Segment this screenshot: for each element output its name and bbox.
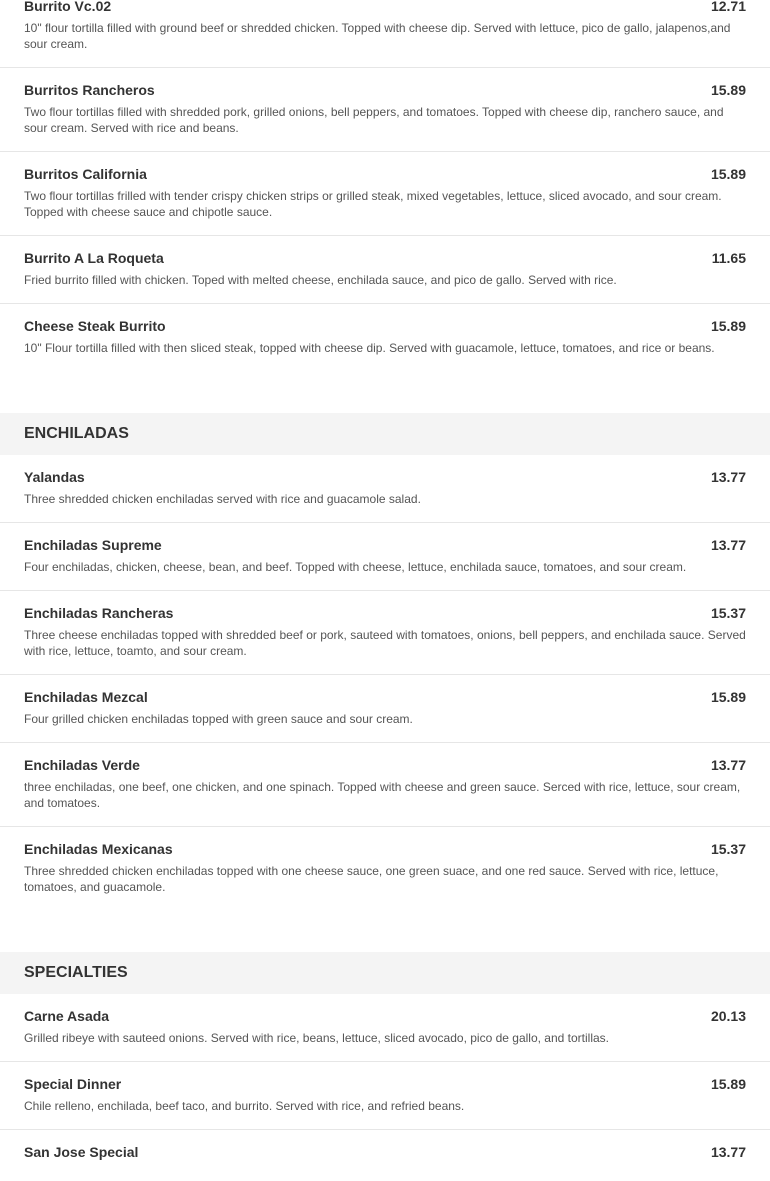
menu-item-description: Four grilled chicken enchiladas topped with green sauce and sour cream. <box>24 712 413 726</box>
menu-item-name: Burritos Rancheros <box>24 82 155 98</box>
menu-item[interactable] <box>0 675 770 743</box>
menu-item-header <box>24 318 746 334</box>
menu-item-price: 15.89 <box>710 82 746 98</box>
menu-item[interactable] <box>0 0 770 68</box>
menu-item[interactable] <box>0 152 770 236</box>
menu-item-price: 15.89 <box>710 689 746 705</box>
menu-item-price: 13.77 <box>710 757 746 773</box>
menu-item-name: Carne Asada <box>24 1008 110 1024</box>
menu-item-description: three enchiladas, one beef, one chicken, and one spinach. Topped with cheese and green sauce. Serced with rice, lettuce, sour cream, and tomatoes. <box>24 780 741 810</box>
menu-item[interactable] <box>0 994 770 1062</box>
menu-item-price: 15.37 <box>710 841 746 857</box>
menu-item-name: Yalandas <box>24 469 85 485</box>
menu-item-description: Grilled ribeye with sauteed onions. Served with rice, beans, lettuce, sliced avocado, pico de gallo, and tortillas. <box>24 1031 609 1045</box>
menu-item[interactable] <box>0 523 770 591</box>
menu-item-price: 13.77 <box>710 469 746 485</box>
menu-item-name: Burrito A La Roqueta <box>24 250 164 266</box>
menu-item-price: 20.13 <box>710 1008 746 1024</box>
section-header: SPECIALTIES <box>0 952 770 994</box>
menu-item[interactable] <box>0 455 770 523</box>
section-header: ENCHILADAS <box>0 413 770 455</box>
menu-item-header <box>24 1008 746 1024</box>
menu-item[interactable] <box>0 827 770 910</box>
menu-item[interactable] <box>0 68 770 152</box>
menu-item-price: 13.77 <box>710 537 746 553</box>
menu-item[interactable] <box>0 743 770 827</box>
menu-item-header <box>24 0 746 14</box>
menu-item-description: 10" flour tortilla filled with ground beef or shredded chicken. Topped with cheese dip. Served with lettuce, pico de gallo, jalapenos,and sour cream. <box>24 21 731 51</box>
menu-item-description: Chile relleno, enchilada, beef taco, and burrito. Served with rice, and refried beans. <box>24 1099 465 1113</box>
menu-item-price: 12.71 <box>710 0 746 14</box>
menu-item-header <box>24 469 746 485</box>
menu-item-header <box>24 82 746 98</box>
menu-item-header <box>24 1076 746 1092</box>
menu-item-name: Enchiladas Verde <box>24 757 140 773</box>
menu-item-header <box>24 605 746 621</box>
menu-item-name: Enchiladas Rancheras <box>24 605 174 621</box>
menu-item-description: 10" Flour tortilla filled with then sliced steak, topped with cheese dip. Served with guacamole, lettuce, tomatoes, and rice or beans. <box>24 341 715 355</box>
menu-item-name: Enchiladas Mezcal <box>24 689 148 705</box>
menu-item[interactable] <box>0 1062 770 1130</box>
menu-item-name: San Jose Special <box>24 1144 139 1160</box>
menu-item-header <box>24 537 746 553</box>
menu-item-header <box>24 1144 746 1160</box>
menu-item[interactable] <box>0 236 770 304</box>
menu-item-description: Three shredded chicken enchiladas served with rice and guacamole salad. <box>24 492 421 506</box>
menu-item-name: Special Dinner <box>24 1076 122 1092</box>
menu-item-price: 13.77 <box>710 1144 746 1160</box>
menu-item-description: Fried burrito filled with chicken. Toped with melted cheese, enchilada sauce, and pico de gallo. Served with rice. <box>24 273 617 287</box>
menu-item-description: Three cheese enchiladas topped with shredded beef or pork, sauteed with tomatoes, onions, bell peppers, and enchilada sauce. Served with rice, lettuce, toamto, and sour cream. <box>24 628 746 658</box>
menu-item-price: 11.65 <box>711 250 746 266</box>
menu-item-header <box>24 841 746 857</box>
menu-item-price: 15.89 <box>710 1076 746 1092</box>
menu-item-header <box>24 166 746 182</box>
menu-item-header <box>24 689 746 705</box>
menu-item-description: Three shredded chicken enchiladas topped with one cheese sauce, one green suace, and one red sauce. Served with rice, lettuce, tomatoes, and guacamole. <box>24 864 719 894</box>
section-gap <box>0 371 770 413</box>
menu-item-name: Burritos California <box>24 166 147 182</box>
menu-item-name: Burrito Vc.02 <box>24 0 112 14</box>
menu-item-description: Two flour tortillas filled with shredded pork, grilled onions, bell peppers, and tomatoes. Topped with cheese dip, ranchero sauce, and sour cream. Served with rice and beans. <box>24 105 724 135</box>
menu-item[interactable] <box>0 1130 770 1181</box>
menu-item-description: Two flour tortillas frilled with tender crispy chicken strips or grilled steak, mixed vegetables, lettuce, sliced avocado, and sour cream. Topped with cheese sauce and chipotle sauce. <box>24 189 722 219</box>
menu-item-price: 15.37 <box>710 605 746 621</box>
section-gap <box>0 910 770 952</box>
menu-item-description: Four enchiladas, chicken, cheese, bean, and beef. Topped with cheese, lettuce, enchilada sauce, tomatoes, and sour cream. <box>24 560 687 574</box>
menu-item[interactable] <box>0 304 770 371</box>
menu-item-name: Cheese Steak Burrito <box>24 318 166 334</box>
menu-item[interactable] <box>0 591 770 675</box>
menu-item-header <box>24 757 746 773</box>
menu-item-price: 15.89 <box>710 166 746 182</box>
menu-item-name: Enchiladas Supreme <box>24 537 162 553</box>
menu-item-price: 15.89 <box>710 318 746 334</box>
menu-item-name: Enchiladas Mexicanas <box>24 841 173 857</box>
menu-item-header <box>24 250 746 266</box>
